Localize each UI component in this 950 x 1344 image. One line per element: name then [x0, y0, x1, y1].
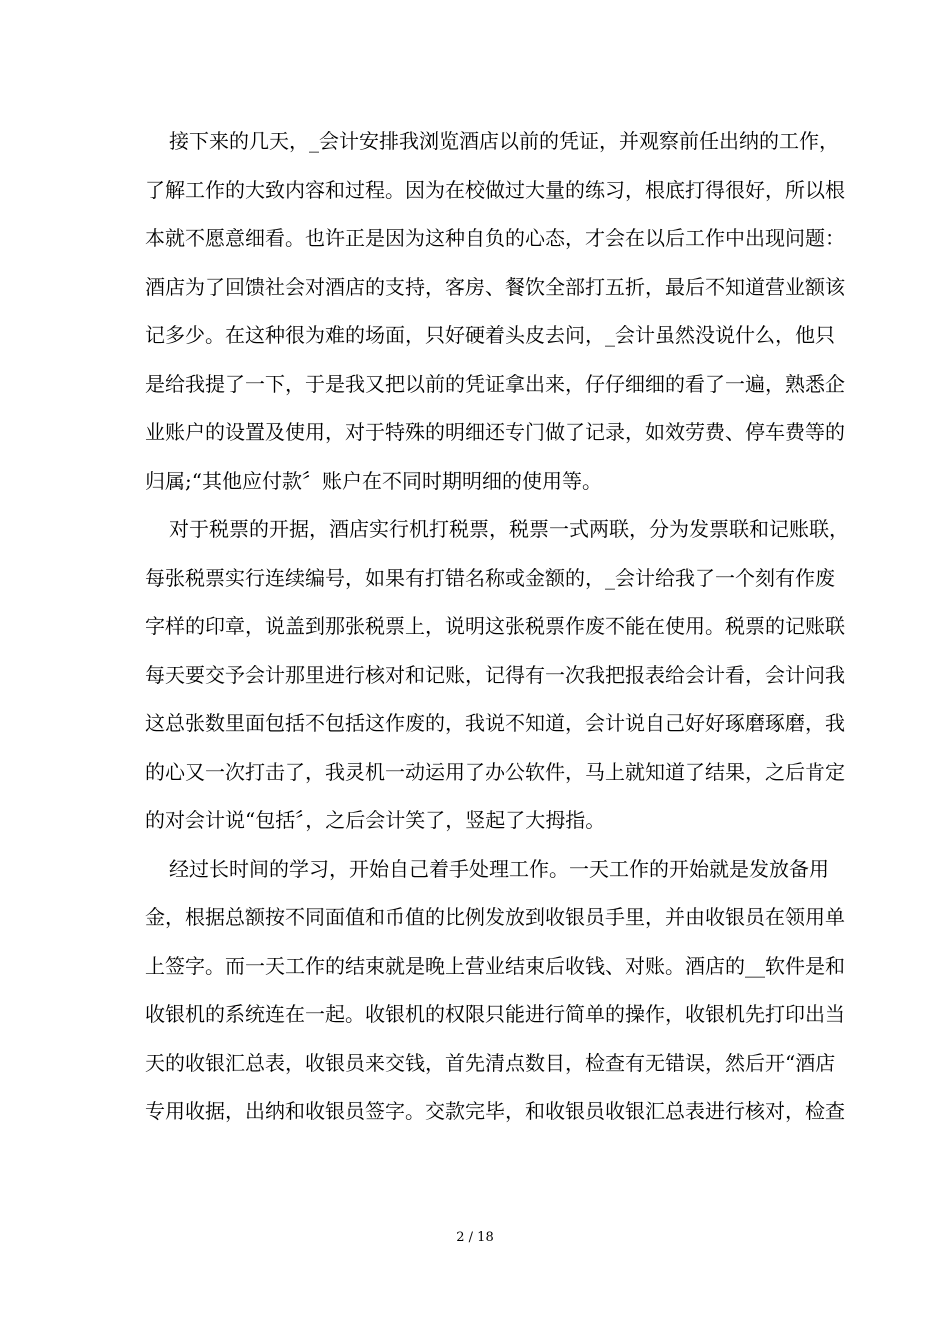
paragraph-1	[145, 117, 845, 505]
text-line: 字样的印章，说盖到那张税票上，说明这张税票作废不能在使用。税票的记账联	[145, 614, 845, 638]
text-line: 的对会计说“包括〞，之后会计笑了，竖起了大拇指。	[145, 808, 606, 832]
text-line: 的心又一次打击了，我灵机一动运用了办公软件，马上就知道了结果，之后肯定	[145, 759, 845, 784]
text-line: 上签字。而一天工作的结束就是晚上营业结束后收钱、对账。酒店的__软件是和	[145, 953, 845, 978]
text-line: 经过长时间的学习，开始自己着手处理工作。一天工作的开始就是发放备用	[169, 856, 829, 881]
text-line: 每天要交予会计那里进行核对和记账，记得有一次我把报表给会计看，会计问我	[145, 662, 845, 687]
text-line: 酒店为了回馈社会对酒店的支持，客房、餐饮全部打五折，最后不知道营业额该	[145, 274, 845, 299]
text-line: 对于税票的开据，酒店实行机打税票，税票一式两联，分为发票联和记账联，	[169, 517, 849, 541]
paragraph-3	[145, 845, 845, 1136]
page-number: 2 / 18	[456, 1230, 494, 1245]
paragraph-2	[145, 505, 849, 845]
text-line: 专用收据，出纳和收银员签字。交款完毕，和收银员收银汇总表进行核对，检查	[145, 1099, 845, 1123]
text-line: 接下来的几天，_会计安排我浏览酒店以前的凭证，并观察前任出纳的工作，	[169, 129, 839, 153]
text-line: 金，根据总额按不同面值和币值的比例发放到收银员手里，并由收银员在领用单	[145, 905, 845, 929]
body-text	[145, 117, 849, 1136]
text-line: 天的收银汇总表，收银员来交钱，首先清点数目，检查有无错误，然后开“酒店	[145, 1050, 836, 1075]
text-line: 了解工作的大致内容和过程。因为在校做过大量的练习，根底打得很好，所以根	[145, 177, 845, 202]
text-line: 每张税票实行连续编号，如果有打错名称或金额的，_会计给我了一个刻有作废	[145, 565, 835, 590]
text-line: 这总张数里面包括不包括这作废的，我说不知道，会计说自己好好琢磨琢磨，我	[145, 711, 845, 735]
text-line: 记多少。在这种很为难的场面，只好硬着头皮去问，_会计虽然没说什么，他只	[145, 323, 835, 347]
text-line: 收银机的系统连在一起。收银机的权限只能进行简单的操作，收银机先打印出当	[145, 1002, 845, 1026]
text-line: 是给我提了一下，于是我又把以前的凭证拿出来，仔仔细细的看了一遍，熟悉企	[145, 371, 845, 396]
text-line: 业账户的设置及使用，对于特殊的明细还专门做了记录，如效劳费、停车费等的	[145, 420, 845, 444]
text-line: 归属;“其他应付款〞账户在不同时期明细的使用等。	[145, 468, 602, 493]
text-line: 本就不愿意细看。也许正是因为这种自负的心态，才会在以后工作中出现问题：	[145, 226, 845, 250]
